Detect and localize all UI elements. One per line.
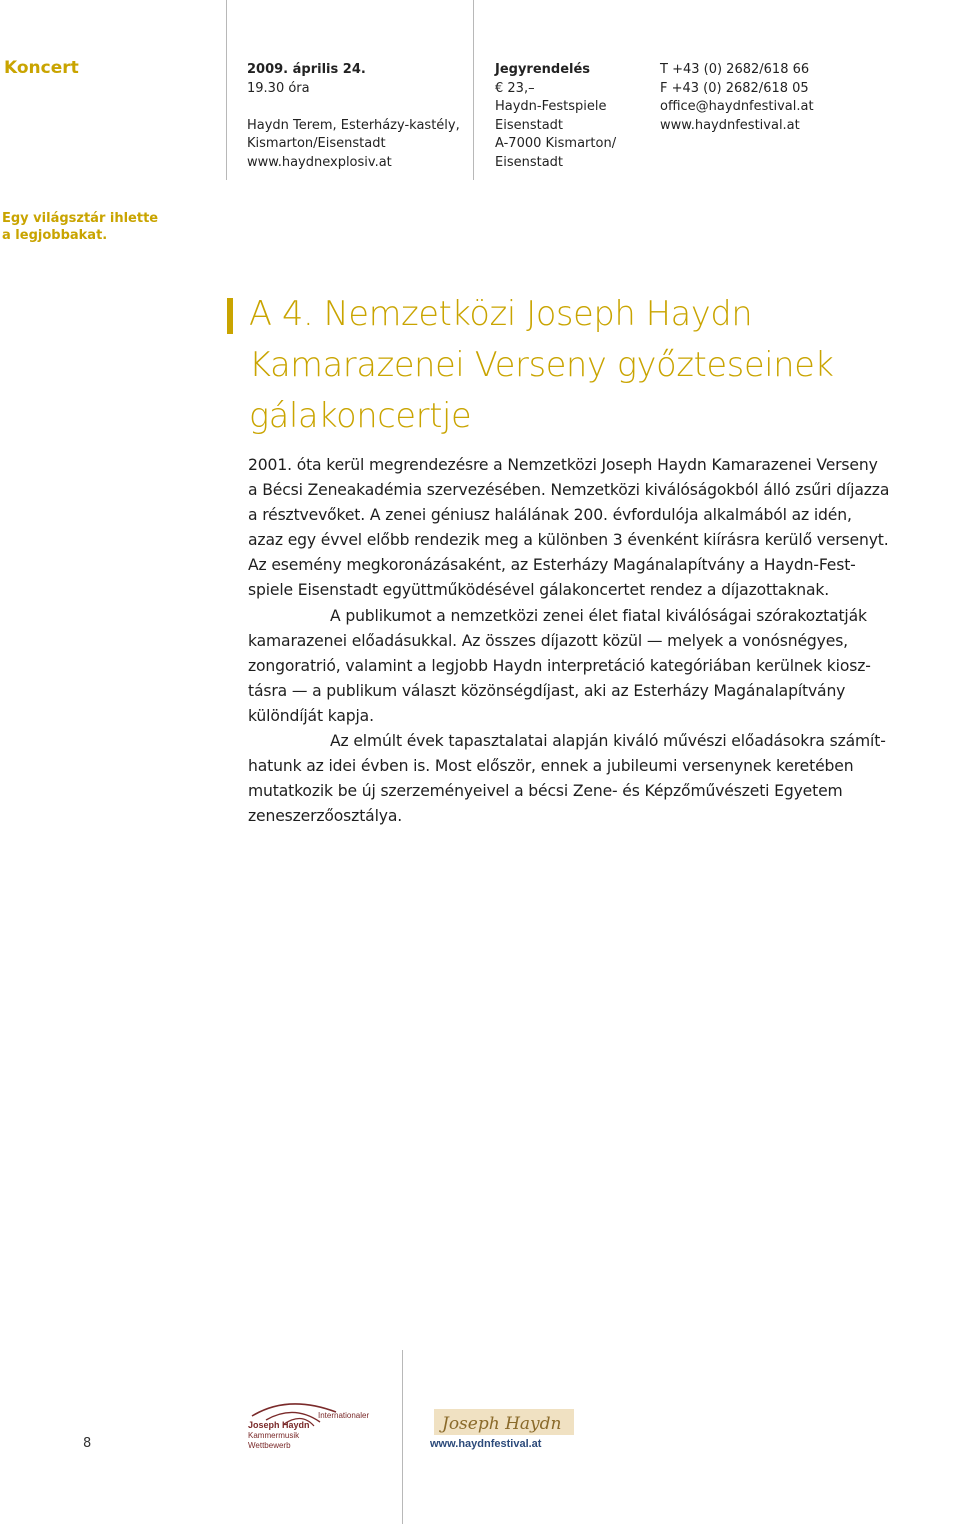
event-date: 2009. április 24. — [247, 62, 366, 77]
title-marker — [227, 298, 233, 334]
tagline — [2, 210, 158, 244]
body-line: A publikumot a nemzetközi zenei élet fiatal kiválóságai szórakoztatják — [330, 606, 867, 625]
title-line1: A 4. Nemzetközi Joseph Haydn — [249, 294, 753, 333]
ticketing-address-4: Eisenstadt — [495, 154, 564, 170]
top-divider-2 — [473, 0, 474, 180]
event-venue-line2: Kismarton/Eisenstadt — [247, 136, 386, 152]
body-line: tásra — a publikum választ közönségdíjast, aki az Esterházy Magánalapítvány — [248, 681, 846, 700]
body-line: zongoratrió, valamint a legjobb Haydn interpretáció kategóriában kerülnek kiosz- — [248, 656, 871, 675]
body-line: különdíját kapja. — [248, 706, 374, 725]
article-body — [248, 453, 960, 829]
contact-email[interactable]: office@haydnfestival.at — [660, 99, 814, 115]
ticketing-address-1: Haydn-Festspiele — [495, 99, 607, 115]
ticketing-info — [495, 61, 616, 173]
contact-info — [660, 61, 814, 135]
title-line3: gálakoncertje — [249, 396, 472, 435]
festival-logo-script: Joseph Haydn — [442, 1414, 562, 1434]
ticketing-address-2: Eisenstadt — [495, 117, 564, 133]
body-line: 2001. óta kerül megrendezésre a Nemzetközi Joseph Haydn Kamarazenei Verseny — [248, 456, 878, 474]
logo-text-kammermusik: Kammermusik — [248, 1431, 300, 1440]
event-time: 19.30 óra — [247, 80, 310, 96]
event-venue-line1: Haydn Terem, Esterházy-kastély, — [247, 117, 460, 133]
tagline-line2: a legjobbakat. — [2, 228, 108, 243]
body-line: a résztvevőket. A zenei géniusz halálának 200. évfordulója alkalmából az idén, — [248, 506, 852, 525]
tagline-line1: Egy világsztár ihlette — [2, 211, 159, 226]
logo-text-wettbewerb: Wettbewerb — [248, 1441, 291, 1450]
body-line: Az elmúlt évek tapasztalatai alapján kiváló művészi előadásokra számít- — [330, 732, 886, 751]
body-line: azaz egy évvel előbb rendezik meg a különben 3 évenként kiírásra kerülő versenyt. — [248, 531, 889, 550]
bottom-divider — [402, 1350, 403, 1524]
body-line: zeneszerzőosztálya. — [248, 807, 403, 826]
festival-logo — [428, 1405, 580, 1453]
competition-logo — [248, 1402, 388, 1452]
body-line: hatunk az idei évben is. Most először, ennek a jubileumi versenynek keretében — [248, 757, 854, 776]
body-line: a Bécsi Zeneakadémia szervezésében. Nemzetközi kiválóságokból álló zsűri díjazza — [248, 481, 890, 500]
body-line: mutatkozik be új szerzeményeivel a bécsi Zene- és Képzőművészeti Egyetem — [248, 782, 843, 801]
festival-logo-url: www.haydnfestival.at — [430, 1438, 542, 1450]
body-line: Az esemény megkoronázásaként, az Esterházy Magánalapítvány a Haydn-Fest- — [248, 556, 856, 575]
logo-text-joseph-haydn: Joseph Haydn — [248, 1420, 310, 1430]
body-line: kamarazenei előadásukkal. Az összes díjazott közül — melyek a vonósnégyes, — [248, 631, 848, 650]
ticketing-address-3: A-7000 Kismarton/ — [495, 136, 617, 152]
contact-web[interactable]: www.haydnfestival.at — [660, 117, 800, 133]
contact-phone: T +43 (0) 2682/618 66 — [660, 62, 810, 77]
category-label: Koncert — [4, 58, 79, 78]
event-url[interactable]: www.haydnexplosiv.at — [247, 154, 392, 170]
page-number: 8 — [83, 1436, 92, 1451]
ticketing-heading: Jegyrendelés — [495, 62, 591, 77]
event-info — [247, 61, 460, 173]
contact-fax: F +43 (0) 2682/618 05 — [660, 80, 809, 96]
logo-text-internationaler: Internationaler — [318, 1411, 370, 1420]
body-line: spiele Eisenstadt együttműködésével gálakoncertet rendez a díjazottaknak. — [248, 581, 830, 600]
title-line2: Kamarazenei Verseny győzteseinek — [249, 345, 834, 384]
ticket-price: € 23,– — [495, 80, 535, 96]
article-title — [249, 288, 834, 441]
top-divider-1 — [226, 0, 227, 180]
